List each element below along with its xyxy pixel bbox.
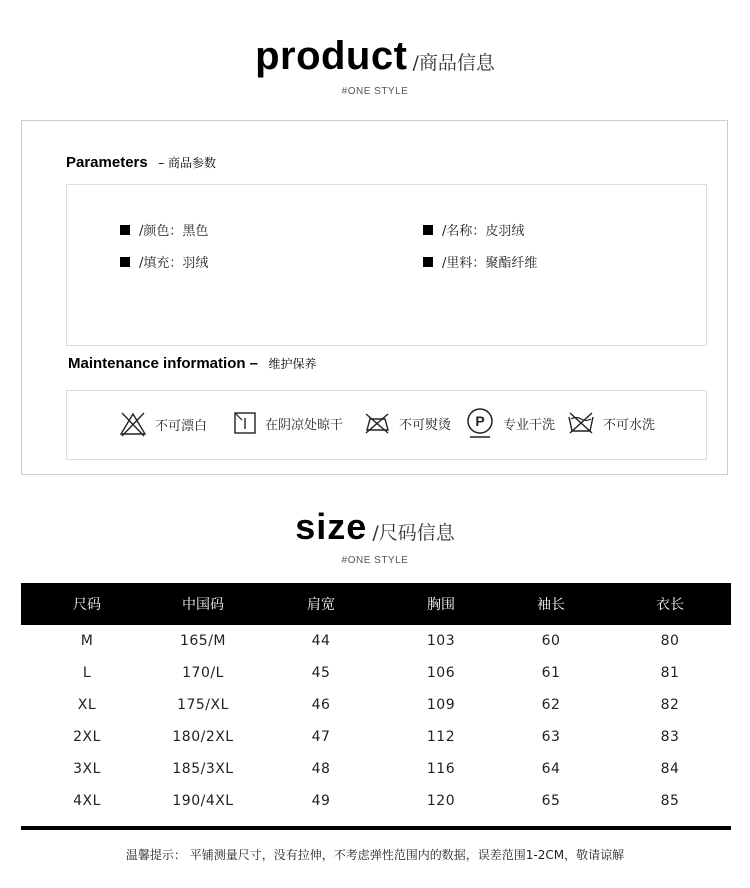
column-header: 肩宽 <box>307 597 335 613</box>
product-tagline: #ONE STYLE <box>341 86 409 97</box>
param-label: /里料：聚酯纤维 <box>442 256 538 271</box>
table-cell: 165/M <box>179 633 227 649</box>
table-cell: 62 <box>541 697 561 713</box>
table-cell: 47 <box>311 729 331 745</box>
table-row <box>21 625 731 657</box>
product-section-title <box>0 34 750 79</box>
table-cell: 61 <box>541 665 561 681</box>
table-cell: 64 <box>541 761 561 777</box>
care-instructions-box <box>66 390 707 460</box>
parameters-heading-zh: – 商品参数 <box>158 156 217 170</box>
size-table-header <box>21 583 731 625</box>
param-item <box>120 220 208 239</box>
table-row <box>21 753 731 785</box>
size-title-en: size <box>295 506 368 547</box>
table-cell: 120 <box>426 793 456 809</box>
care-label: 不可水洗 <box>603 417 656 433</box>
table-row <box>21 721 731 753</box>
size-section-title <box>0 506 750 548</box>
parameters-box <box>66 184 707 346</box>
table-cell: 65 <box>541 793 561 809</box>
table-cell: M <box>80 633 94 649</box>
param-item <box>120 252 208 271</box>
maintenance-heading-zh: 维护保养 <box>268 357 317 371</box>
bullet-square-icon <box>120 257 130 267</box>
column-header: 袖长 <box>537 597 565 613</box>
table-cell: L <box>82 665 92 681</box>
param-label: /颜色：黑色 <box>139 224 209 239</box>
table-cell: 116 <box>426 761 456 777</box>
table-cell: 185/3XL <box>172 761 234 777</box>
table-cell: 49 <box>311 793 331 809</box>
table-row <box>21 785 731 817</box>
care-item <box>119 411 207 437</box>
table-cell: 80 <box>660 633 680 649</box>
column-header: 尺码 <box>73 597 101 613</box>
param-label: /填充：羽绒 <box>139 256 209 271</box>
table-cell: 85 <box>660 793 680 809</box>
table-cell: 46 <box>311 697 331 713</box>
size-tagline: #ONE STYLE <box>341 555 409 566</box>
param-label: /名称：皮羽绒 <box>442 224 525 239</box>
bullet-square-icon <box>120 225 130 235</box>
care-item <box>567 411 655 435</box>
size-table <box>21 583 731 817</box>
svg-text:P: P <box>475 413 485 429</box>
table-cell: 84 <box>660 761 680 777</box>
size-table-body <box>21 625 731 817</box>
shade-dry-icon <box>233 411 257 435</box>
measurement-note: 温馨提示： 平铺测量尺寸，没有拉伸，不考虑弹性范围内的数据，误差范围1-2CM，敬请谅解 <box>125 848 625 862</box>
table-cell: 106 <box>426 665 456 681</box>
table-cell: 170/L <box>182 665 224 681</box>
column-header: 胸围 <box>427 597 455 613</box>
care-label: 专业干洗 <box>503 417 556 433</box>
table-cell: 4XL <box>73 793 101 809</box>
table-cell: 45 <box>311 665 331 681</box>
care-item <box>233 411 343 435</box>
care-label: 不可漂白 <box>155 418 208 434</box>
bullet-square-icon <box>423 257 433 267</box>
no-bleach-icon <box>119 411 147 437</box>
table-cell: 180/2XL <box>172 729 234 745</box>
parameters-heading-en: Parameters <box>66 154 148 171</box>
table-cell: 63 <box>541 729 561 745</box>
product-title-en: product <box>255 34 408 78</box>
param-item <box>423 220 524 239</box>
table-cell: 112 <box>426 729 456 745</box>
product-info-panel <box>21 120 728 475</box>
size-title-zh: /尺码信息 <box>372 522 455 544</box>
care-item <box>465 407 555 439</box>
table-cell: 190/4XL <box>172 793 234 809</box>
table-cell: 44 <box>311 633 331 649</box>
table-cell: 82 <box>660 697 680 713</box>
no-wash-icon <box>567 411 595 435</box>
care-label: 在阴凉处晾干 <box>265 417 344 433</box>
param-item <box>423 252 537 271</box>
table-cell: 175/XL <box>177 697 229 713</box>
table-cell: 103 <box>426 633 456 649</box>
care-label: 不可熨烫 <box>399 417 452 433</box>
table-cell: 83 <box>660 729 680 745</box>
product-title-zh: /商品信息 <box>412 52 495 74</box>
table-row <box>21 657 731 689</box>
table-cell: 60 <box>541 633 561 649</box>
care-item <box>363 411 451 435</box>
table-cell: 2XL <box>73 729 101 745</box>
table-cell: 109 <box>426 697 456 713</box>
table-bottom-rule <box>21 826 731 830</box>
bullet-square-icon <box>423 225 433 235</box>
table-row <box>21 689 731 721</box>
table-cell: XL <box>77 697 97 713</box>
column-header: 中国码 <box>182 597 224 613</box>
maintenance-heading <box>68 355 317 372</box>
maintenance-heading-en: Maintenance information – <box>68 355 259 372</box>
column-header: 衣长 <box>656 597 684 613</box>
table-cell: 48 <box>311 761 331 777</box>
dry-clean-icon <box>465 407 495 439</box>
parameters-heading <box>66 154 216 171</box>
table-cell: 3XL <box>73 761 101 777</box>
no-iron-icon <box>363 411 391 435</box>
table-cell: 81 <box>660 665 680 681</box>
